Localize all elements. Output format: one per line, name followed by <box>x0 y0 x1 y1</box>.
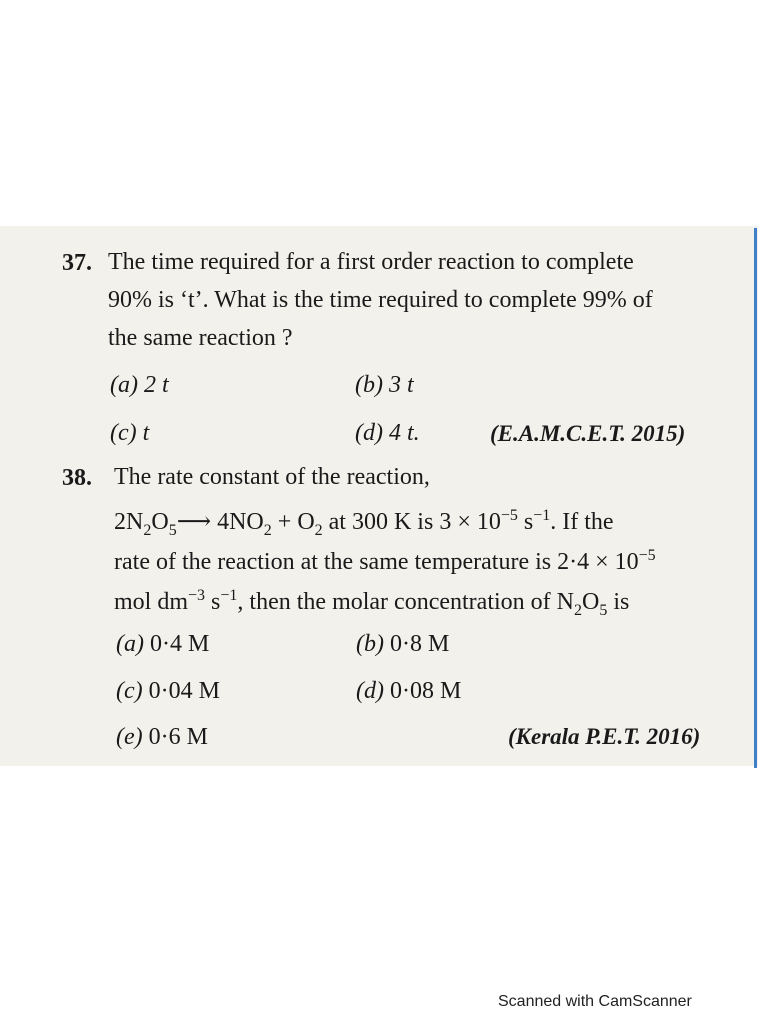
q38-line-3: rate of the reaction at the same temperature is $2\cdot 4 \times 10^{-5}$ <box>114 547 656 575</box>
q37-number: 37. <box>62 250 92 276</box>
q38-line-4: mol $dm^{-3}$ $s^{-1}$, then the molar concentration of $N_2O_5$ is <box>114 587 630 619</box>
page-edge <box>754 228 757 768</box>
q38-line-1: The rate constant of the reaction, <box>114 464 430 490</box>
q38-option-e: (e) 0·6 M <box>116 724 208 750</box>
q38-option-b: (b) 0·8 M <box>356 631 450 657</box>
q37-option-c: (c) t <box>110 420 150 446</box>
scanner-watermark: Scanned with CamScanner <box>498 993 692 1010</box>
q37-line-2: 90% is ‘t’. What is the time required to complete 99% of <box>108 287 653 313</box>
q37-source: (E.A.M.C.E.T. 2015) <box>490 421 686 446</box>
q38-option-d: (d) 0·08 M <box>356 678 462 704</box>
q38-number: 38. <box>62 465 92 491</box>
q37-line-1: The time required for a first order reaction to complete <box>108 249 634 275</box>
q38-equation: $2N_2O_5⟶$ $4NO_2 + O_2$ at 300 K is $3 \times 10^{-5}$ $s^{-1}$. If the <box>114 507 614 539</box>
q37-line-3: the same reaction ? <box>108 325 293 351</box>
q38-option-c: (c) 0·04 M <box>116 678 220 704</box>
q37-option-d: (d) 4 t. <box>355 420 420 446</box>
q37-option-b: (b) 3 t <box>355 372 414 398</box>
q38-option-a: (a) 0·4 M <box>116 631 210 657</box>
q37-option-a: (a) 2 t <box>110 372 169 398</box>
q38-source: (Kerala P.E.T. 2016) <box>508 724 701 749</box>
